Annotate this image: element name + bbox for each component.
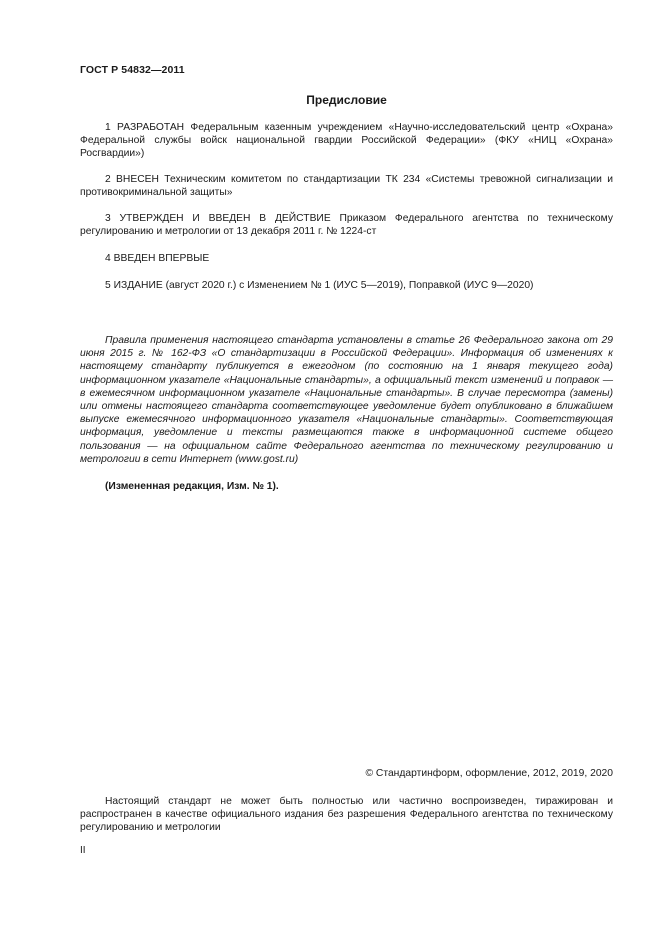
document-code: ГОСТ Р 54832—2011: [80, 64, 185, 76]
preface-item-2: 2 ВНЕСЕН Техническим комитетом по стандартизации ТК 234 «Системы тревожной сигнализации и противокриминальной защиты»: [80, 174, 613, 199]
preface-item-3: 3 УТВЕРЖДЕН И ВВЕДЕН В ДЕЙСТВИЕ Приказом Федерального агентства по техническому регулированию и метрологии от 13 декабря 2011 г. № 1224-ст: [80, 213, 613, 238]
preface-item-1: 1 РАЗРАБОТАН Федеральным казенным учреждением «Научно-исследовательский центр «Охрана» Федеральной службы войск национальной гвардии Российской Федерации» (ФКУ «НИЦ «Охрана» Росгвардии»): [80, 122, 613, 160]
amendment-note: (Измененная редакция, Изм. № 1).: [105, 481, 279, 492]
preface-item-5: 5 ИЗДАНИЕ (август 2020 г.) с Изменением № 1 (ИУС 5—2019), Поправкой (ИУС 9—2020): [105, 280, 534, 291]
reproduction-notice: Настоящий стандарт не может быть полностью или частично воспроизведен, тиражирован и распространен в качестве официального издания без разрешения Федерального агентства по техническому регулированию и метрологии: [80, 796, 613, 834]
page-title: Предисловие: [306, 93, 387, 107]
standard-application-notice: Правила применения настоящего стандарта установлены в статье 26 Федерального закона от 29 июня 2015 г. № 162-ФЗ «О стандартизации в Российской Федерации». Информация об изменениях к настоящему стандарту публикуется в ежегодном (по состоянию на 1 января текущего года) информационном указателе «Национальные стандарты», а официальный текст изменений и поправок — в ежемесячном информационном указателе «Национальные стандарты». В случае пересмотра (замены) или отмены настоящего стандарта соответствующее уведомление будет опубликовано в ближайшем выпуске ежемесячного информационного указателя «Национальные стандарты». Соответствующая информация, уведомление и тексты размещаются также в информационной системе общего пользования — на официальном сайте Федерального агентства по техническому регулированию и метрологии в сети Интернет (www.gost.ru): [80, 335, 613, 465]
preface-item-4: 4 ВВЕДЕН ВПЕРВЫЕ: [105, 253, 210, 264]
page-number: II: [80, 845, 86, 856]
copyright-line: © Стандартинформ, оформление, 2012, 2019, 2020: [365, 768, 613, 779]
